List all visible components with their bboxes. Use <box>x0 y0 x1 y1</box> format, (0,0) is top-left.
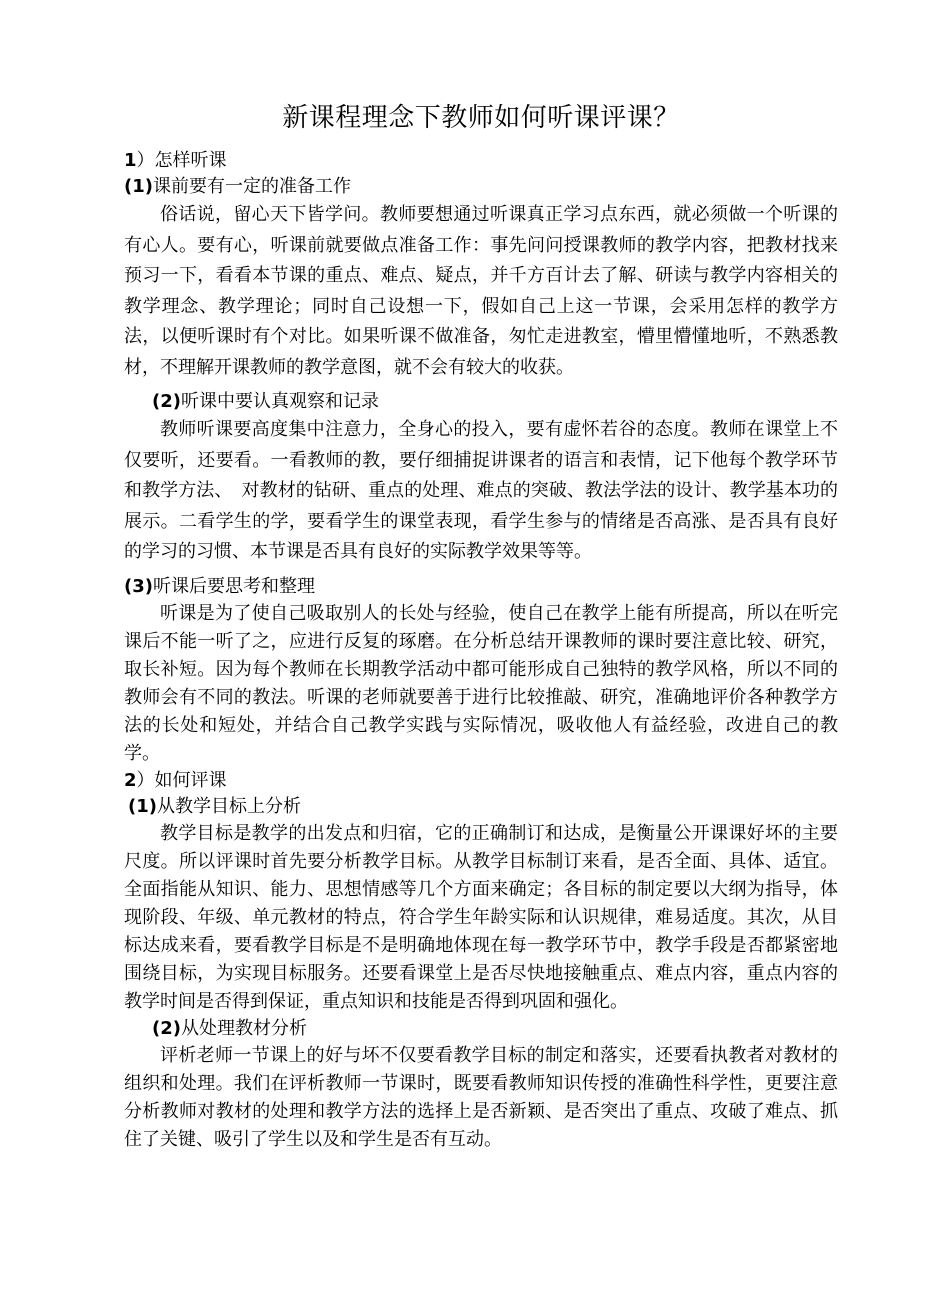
paragraph-teaching-goals: 教学目标是教学的出发点和归宿，它的正确制订和达成，是衡量公开课课好坏的主要尺度。所以评课时首先要分析教学目标。从教学目标制订来看，是否全面、具体、适宜。全面指能从知识、能力、思想情感等几个方面来确定；各目标的制定要以大纲为指导，体现阶段、年级、单元教材的特点，符合学生年龄实际和认识规律，难易适度。其次，从目标达成来看，要看教学目标是不是明确地体现在每一教学环节中，教学手段是否都紧密地围绕目标，为实现目标服务。还要看课堂上是否尽快地接触重点、难点内容，重点内容的教学时间是否得到保证，重点知识和技能是否得到巩固和强化。 <box>124 822 838 1012</box>
subheading-materials <box>124 1016 838 1042</box>
paragraph-observation: 教师听课要高度集中注意力，全身心的投入，要有虚怀若谷的态度。教师在课堂上不仅要听，还要看。一看教师的教，要仔细捕捉讲课者的语言和表情，记下他每个教学环节和教学方法、 对教材的钻研、重点的处理、难点的突破、教法学法的设计、教学基本功的展示。二看学生的学，要看学生的课堂表现，看学生参与的情绪是否高涨、是否具有良好的学习的习惯、本节课是否具有良好的实际教学效果等等。 <box>124 419 838 562</box>
subheading-number: (1) <box>128 795 157 817</box>
subheading-label: 从教学目标上分析 <box>156 795 301 817</box>
subheading-label: 从处理教材分析 <box>180 1017 307 1039</box>
section-label: ）怎样听课 <box>136 150 227 171</box>
subheading-number: (3) <box>124 575 153 597</box>
section-number: 2 <box>124 769 137 791</box>
section-label: ）如何评课 <box>136 769 227 791</box>
subheading-teaching-goals <box>124 794 838 820</box>
subheading-label: 课前要有一定的准备工作 <box>152 176 351 197</box>
subheading-label: 听课中要认真观察和记录 <box>180 391 379 412</box>
document-page <box>124 98 838 1154</box>
section-number: 1 <box>124 150 137 171</box>
subheading-reflection <box>124 574 838 600</box>
paragraph-reflection: 听课是为了使自己吸取别人的长处与经验，使自己在教学上能有所提高，所以在听完课后不能一听了之，应进行反复的琢磨。在分析总结开课教师的课时要注意比较、研究，取长补短。因为每个教师在长期教学活动中都可能形成自己独特的教学风格，所以不同的教师会有不同的教法。听课的老师就要善于进行比较推敲、研究，准确地评价各种教学方法的长处和短处，并结合自己教学实践与实际情况，吸收他人有益经验，改进自己的教学。 <box>124 602 838 764</box>
document-title: 新课程理念下教师如何听课评课？ <box>282 103 680 133</box>
paragraph-materials: 评析老师一节课上的好与坏不仅要看教学目标的制定和落实，还要看执教者对教材的组织和处理。我们在评析教师一节课时，既要看教师知识传授的准确性科学性，更要注意分析教师对教材的处理和教学方法的选择上是否新颖、是否突出了重点、攻破了难点、抓住了关键、吸引了学生以及和学生是否有互动。 <box>124 1044 838 1150</box>
subheading-number: (1) <box>124 176 153 197</box>
subheading-preparation <box>124 174 838 200</box>
section-heading-how-to-listen <box>124 148 838 174</box>
section-heading-how-to-evaluate <box>124 768 838 794</box>
subheading-observation <box>124 389 838 415</box>
subheading-number: (2) <box>152 391 181 412</box>
subheading-label: 听课后要思考和整理 <box>152 575 315 597</box>
subheading-number: (2) <box>152 1017 181 1039</box>
paragraph-preparation: 俗话说，留心天下皆学问。教师要想通过听课真正学习点东西，就必须做一个听课的有心人。要有心，听课前就要做点准备工作：事先问问授课教师的教学内容，把教材找来预习一下，看看本节课的重点、难点、疑点，并千方百计去了解、研读与教学内容相关的教学理念、教学理论；同时自己设想一下，假如自己上这一节课，会采用怎样的教学方法，以便听课时有个对比。如果听课不做准备，匆忙走进教室，懵里懵懂地听，不熟悉教材，不理解开课教师的教学意图，就不会有较大的收获。 <box>124 204 838 378</box>
